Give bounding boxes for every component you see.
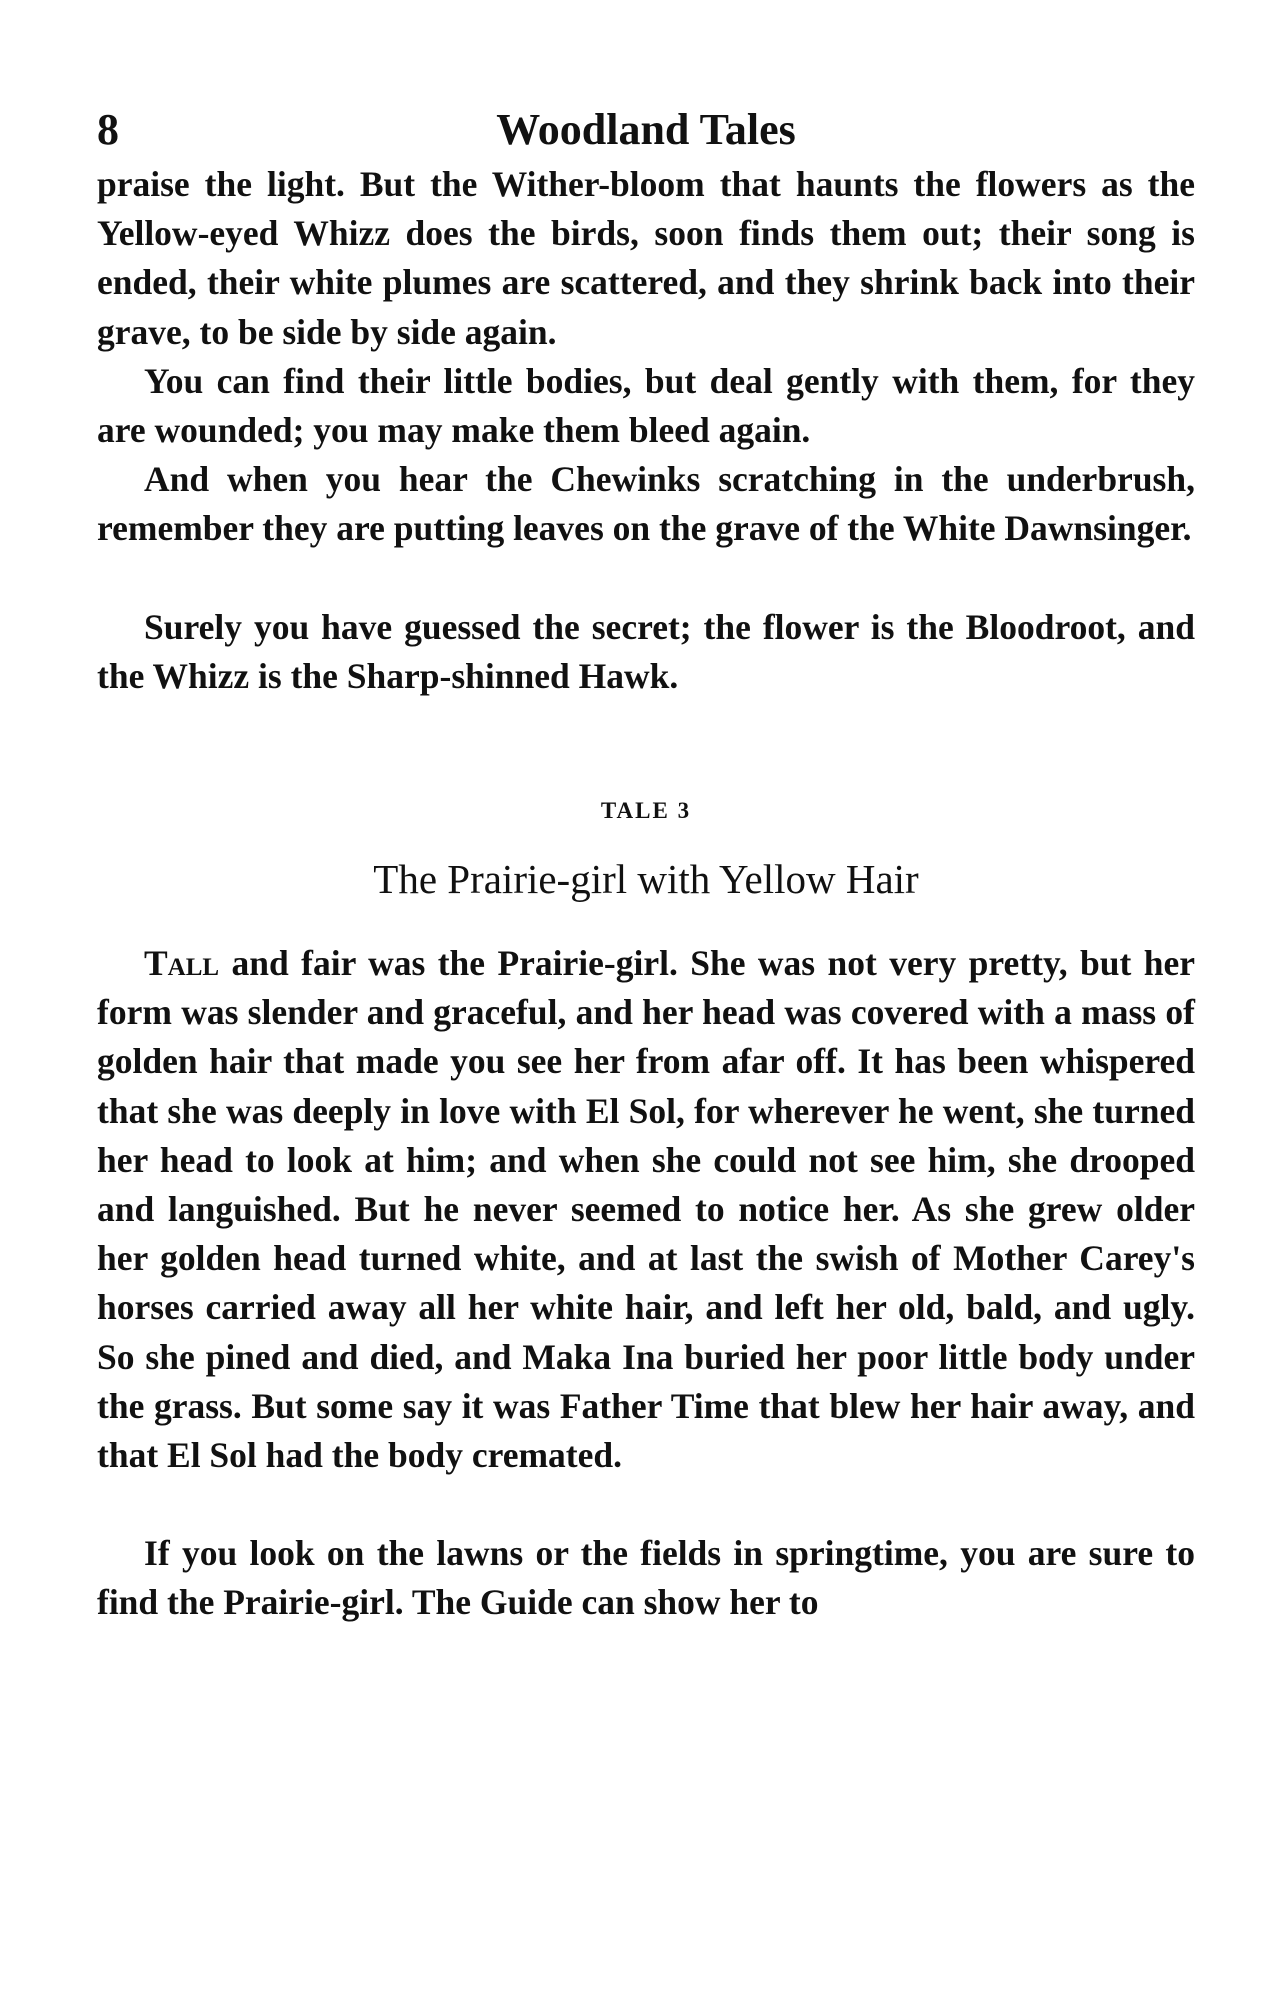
book-page — [97, 100, 1195, 1628]
section-gap — [97, 701, 1195, 791]
page-number: 8 — [97, 105, 119, 154]
paragraph-secret: Surely you have guessed the secret; the flower is the Bloodroot, and the Whizz is the Sharp-shinned Hawk. — [97, 606, 1195, 696]
section-one — [97, 160, 1195, 701]
book-title: Woodland Tales — [496, 105, 796, 154]
tale-label: TALE 3 — [600, 798, 692, 824]
paragraph-gap — [97, 1480, 1195, 1529]
paragraph-springtime: If you look on the lawns or the fields in springtime, you are sure to find the Prairie-girl. The Guide can show her to — [97, 1533, 1195, 1623]
paragraph-bodies: You can find their little bodies, but deal gently with them, for they are wounded; you may make them bleed again. — [97, 360, 1195, 451]
paragraph-continued: praise the light. But the Wither-bloom that haunts the flowers as the Yellow-eyed Whizz does the birds, soon finds them out; their song is ended, their white plumes are scattered, and they shrink back into their grave, to be side by side again. — [97, 164, 1195, 352]
paragraph-gap — [97, 554, 1195, 603]
paragraph-prairie-girl — [97, 939, 1195, 1480]
section-two — [97, 939, 1195, 1628]
running-head — [97, 100, 1195, 160]
title-gap — [97, 909, 1195, 939]
opening-word: Tall — [144, 943, 220, 984]
tale-title: The Prairie-girl with Yellow Hair — [373, 856, 919, 903]
paragraph-chewinks: And when you hear the Chewinks scratching in the underbrush, remember they are putting leaves on the grave of the White Dawnsinger. — [97, 459, 1195, 549]
paragraph-prairie-girl-text: and fair was the Prairie-girl. She was not very pretty, but her form was slender and graceful, and her head was covered with a mass of golden hair that made you see her from afar off. It has been whispered that she was deeply in love with El Sol, for wherever he went, she turned her head to look at him; and when she could not see him, she drooped and languished. But he never seemed to notice her. As she grew older her golden head turned white, and at last the swish of Mother Carey's horses carried away all her white hair, and left her old, bald, and ugly. So she pined and died, and Maka Ina buried her poor little body under the grass. But some say it was Father Time that blew her hair away, and that El Sol had the body cremated. — [97, 943, 1195, 1476]
